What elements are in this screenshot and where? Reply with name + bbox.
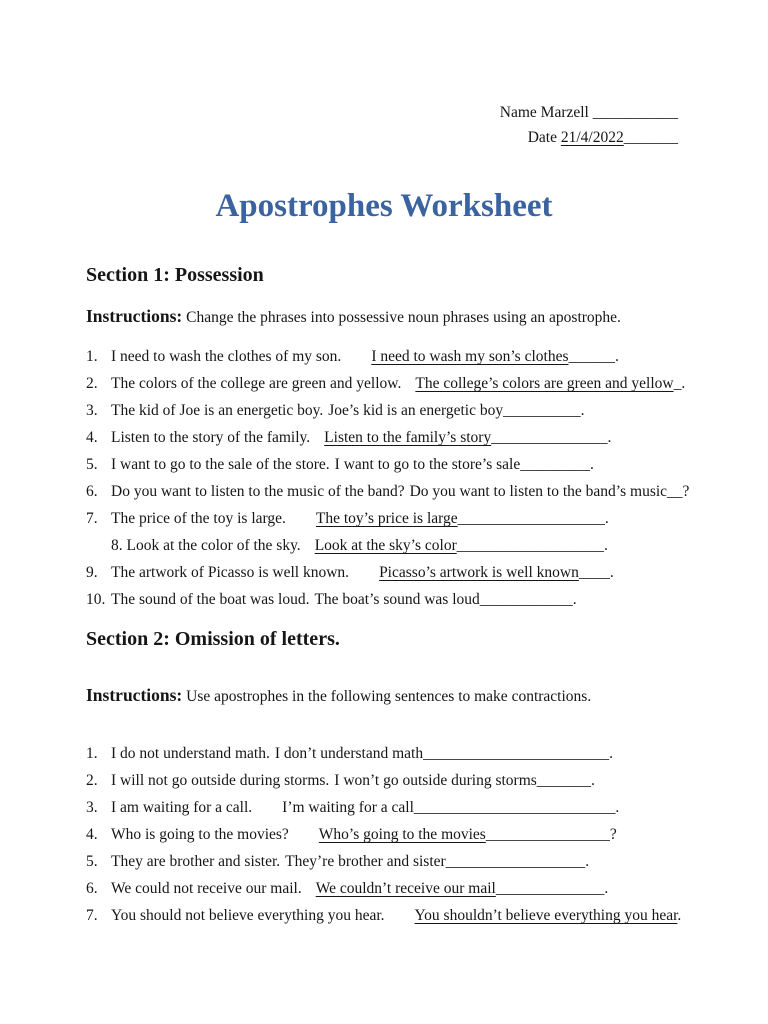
section1-instructions bbox=[86, 305, 768, 329]
item-number: 6. bbox=[86, 880, 98, 897]
answer-blank: ___________________ bbox=[456, 537, 604, 554]
item-prompt: The colors of the college are green and yellow. bbox=[111, 375, 402, 392]
item-answer: You shouldn’t believe everything you hear bbox=[414, 907, 678, 924]
item-punct: . bbox=[677, 907, 682, 924]
item-answer: We couldn’t receive our mail bbox=[315, 880, 496, 897]
exercise-item bbox=[86, 848, 768, 875]
item-punct: . bbox=[607, 429, 612, 446]
item-number: 7. bbox=[86, 907, 98, 924]
answer-blank: ______ bbox=[568, 348, 615, 365]
item-prompt: I will not go outside during storms. bbox=[111, 772, 330, 789]
item-answer: The college’s colors are green and yellow bbox=[415, 375, 674, 392]
exercise-item bbox=[86, 370, 768, 397]
answer-blank: __________________ bbox=[445, 853, 586, 870]
item-answer: They’re brother and sister bbox=[285, 853, 446, 870]
item-number: 5. bbox=[86, 853, 98, 870]
item-prompt: Do you want to listen to the music of the band? bbox=[111, 483, 405, 500]
answer-blank: ___________________ bbox=[457, 510, 605, 527]
item-number: 3. bbox=[86, 799, 98, 816]
date-line bbox=[0, 125, 678, 150]
item-prompt: I need to wash the clothes of my son. bbox=[111, 348, 342, 365]
item-answer: I don’t understand math bbox=[274, 745, 424, 762]
answer-blank: ____________ bbox=[479, 591, 573, 608]
item-punct: . bbox=[589, 456, 594, 473]
answer-blank: _________ bbox=[520, 456, 590, 473]
answer-blank: __________ bbox=[503, 402, 581, 419]
instructions-label: Instructions: bbox=[86, 306, 183, 326]
item-prompt: 8. Look at the color of the sky. bbox=[111, 537, 301, 554]
item-answer: Picasso’s artwork is well known bbox=[379, 564, 579, 581]
date-label: Date bbox=[527, 129, 557, 146]
header-block bbox=[0, 0, 768, 150]
item-answer: I need to wash my son’s clothes bbox=[371, 348, 569, 365]
answer-blank: ________________________ bbox=[423, 745, 610, 762]
item-prompt: I am waiting for a call. bbox=[111, 799, 253, 816]
exercise-item bbox=[86, 586, 768, 613]
answer-blank: ________________ bbox=[485, 826, 610, 843]
item-prompt: The price of the toy is large. bbox=[111, 510, 286, 527]
name-label: Name bbox=[499, 104, 537, 121]
exercise-item bbox=[86, 343, 768, 370]
item-answer: The toy’s price is large bbox=[315, 510, 458, 527]
item-punct: . bbox=[604, 880, 609, 897]
exercise-item bbox=[86, 821, 768, 848]
item-prompt: We could not receive our mail. bbox=[111, 880, 302, 897]
item-punct: . bbox=[681, 375, 686, 392]
section2-list bbox=[86, 740, 768, 929]
section1-list bbox=[86, 343, 768, 613]
item-answer: Joe’s kid is an energetic boy bbox=[328, 402, 504, 419]
item-punct: ? bbox=[682, 483, 690, 500]
item-answer: The boat’s sound was loud bbox=[314, 591, 480, 608]
item-number: 2. bbox=[86, 772, 98, 789]
exercise-item bbox=[86, 767, 768, 794]
answer-blank: ______________ bbox=[495, 880, 605, 897]
item-punct: ? bbox=[609, 826, 617, 843]
item-punct: . bbox=[604, 510, 609, 527]
answer-blank: __________________________ bbox=[413, 799, 616, 816]
item-number: 10. bbox=[86, 591, 106, 608]
section2-instructions bbox=[86, 684, 768, 708]
name-value: Marzell bbox=[540, 104, 589, 121]
item-answer: I won’t go outside during storms bbox=[334, 772, 537, 789]
instructions-label: Instructions: bbox=[86, 685, 183, 705]
item-prompt: The sound of the boat was loud. bbox=[111, 591, 310, 608]
item-prompt: Who is going to the movies? bbox=[111, 826, 289, 843]
item-answer: Look at the sky’s color bbox=[314, 537, 457, 554]
exercise-item bbox=[86, 740, 768, 767]
item-number: 3. bbox=[86, 402, 98, 419]
exercise-item bbox=[86, 532, 768, 559]
item-answer: I want to go to the store’s sale bbox=[334, 456, 521, 473]
item-number: 7. bbox=[86, 510, 98, 527]
name-line bbox=[0, 100, 678, 125]
instructions-text: Change the phrases into possessive noun phrases using an apostrophe. bbox=[186, 309, 621, 326]
item-punct: . bbox=[572, 591, 577, 608]
item-punct: . bbox=[614, 348, 619, 365]
section1-heading: Section 1: Possession bbox=[86, 264, 264, 286]
instructions-text: Use apostrophes in the following sentences to make contractions. bbox=[186, 688, 592, 705]
date-blank: _______ bbox=[623, 129, 678, 146]
exercise-item bbox=[86, 397, 768, 424]
exercise-item bbox=[86, 902, 768, 929]
exercise-item bbox=[86, 451, 768, 478]
date-value: 21/4/2022 bbox=[560, 129, 624, 146]
item-punct: . bbox=[604, 537, 608, 554]
exercise-item bbox=[86, 424, 768, 451]
item-number: 5. bbox=[86, 456, 98, 473]
item-answer: Do you want to listen to the band’s music bbox=[409, 483, 668, 500]
exercise-item bbox=[86, 478, 768, 505]
worksheet-title: Apostrophes Worksheet bbox=[215, 188, 553, 224]
item-number: 9. bbox=[86, 564, 98, 581]
item-prompt: I do not understand math. bbox=[111, 745, 270, 762]
item-prompt: The artwork of Picasso is well known. bbox=[111, 564, 350, 581]
item-answer: I’m waiting for a call bbox=[282, 799, 414, 816]
item-punct: . bbox=[609, 564, 614, 581]
exercise-item bbox=[86, 875, 768, 902]
item-number: 1. bbox=[86, 348, 98, 365]
item-prompt: The kid of Joe is an energetic boy. bbox=[111, 402, 324, 419]
answer-blank: _ bbox=[673, 375, 682, 392]
name-blank: ___________ bbox=[592, 104, 678, 121]
item-prompt: You should not believe everything you hear. bbox=[111, 907, 385, 924]
item-number: 4. bbox=[86, 429, 98, 446]
item-number: 2. bbox=[86, 375, 98, 392]
exercise-item bbox=[86, 505, 768, 532]
item-number: 4. bbox=[86, 826, 98, 843]
exercise-item bbox=[86, 794, 768, 821]
item-number: 6. bbox=[86, 483, 98, 500]
answer-blank: _______________ bbox=[491, 429, 608, 446]
answer-blank: _______ bbox=[536, 772, 592, 789]
item-answer: Who’s going to the movies bbox=[318, 826, 486, 843]
exercise-item bbox=[86, 559, 768, 586]
answer-blank: ____ bbox=[578, 564, 610, 581]
item-prompt: They are brother and sister. bbox=[111, 853, 281, 870]
item-punct: . bbox=[615, 799, 620, 816]
section2-heading: Section 2: Omission of letters. bbox=[86, 628, 340, 650]
item-prompt: I want to go to the sale of the store. bbox=[111, 456, 330, 473]
item-punct: . bbox=[591, 772, 595, 789]
item-punct: . bbox=[580, 402, 585, 419]
item-number: 1. bbox=[86, 745, 98, 762]
item-answer: Listen to the family’s story bbox=[324, 429, 492, 446]
item-punct: . bbox=[585, 853, 590, 870]
answer-blank: __ bbox=[667, 483, 683, 500]
item-punct: . bbox=[609, 745, 613, 762]
item-prompt: Listen to the story of the family. bbox=[111, 429, 311, 446]
